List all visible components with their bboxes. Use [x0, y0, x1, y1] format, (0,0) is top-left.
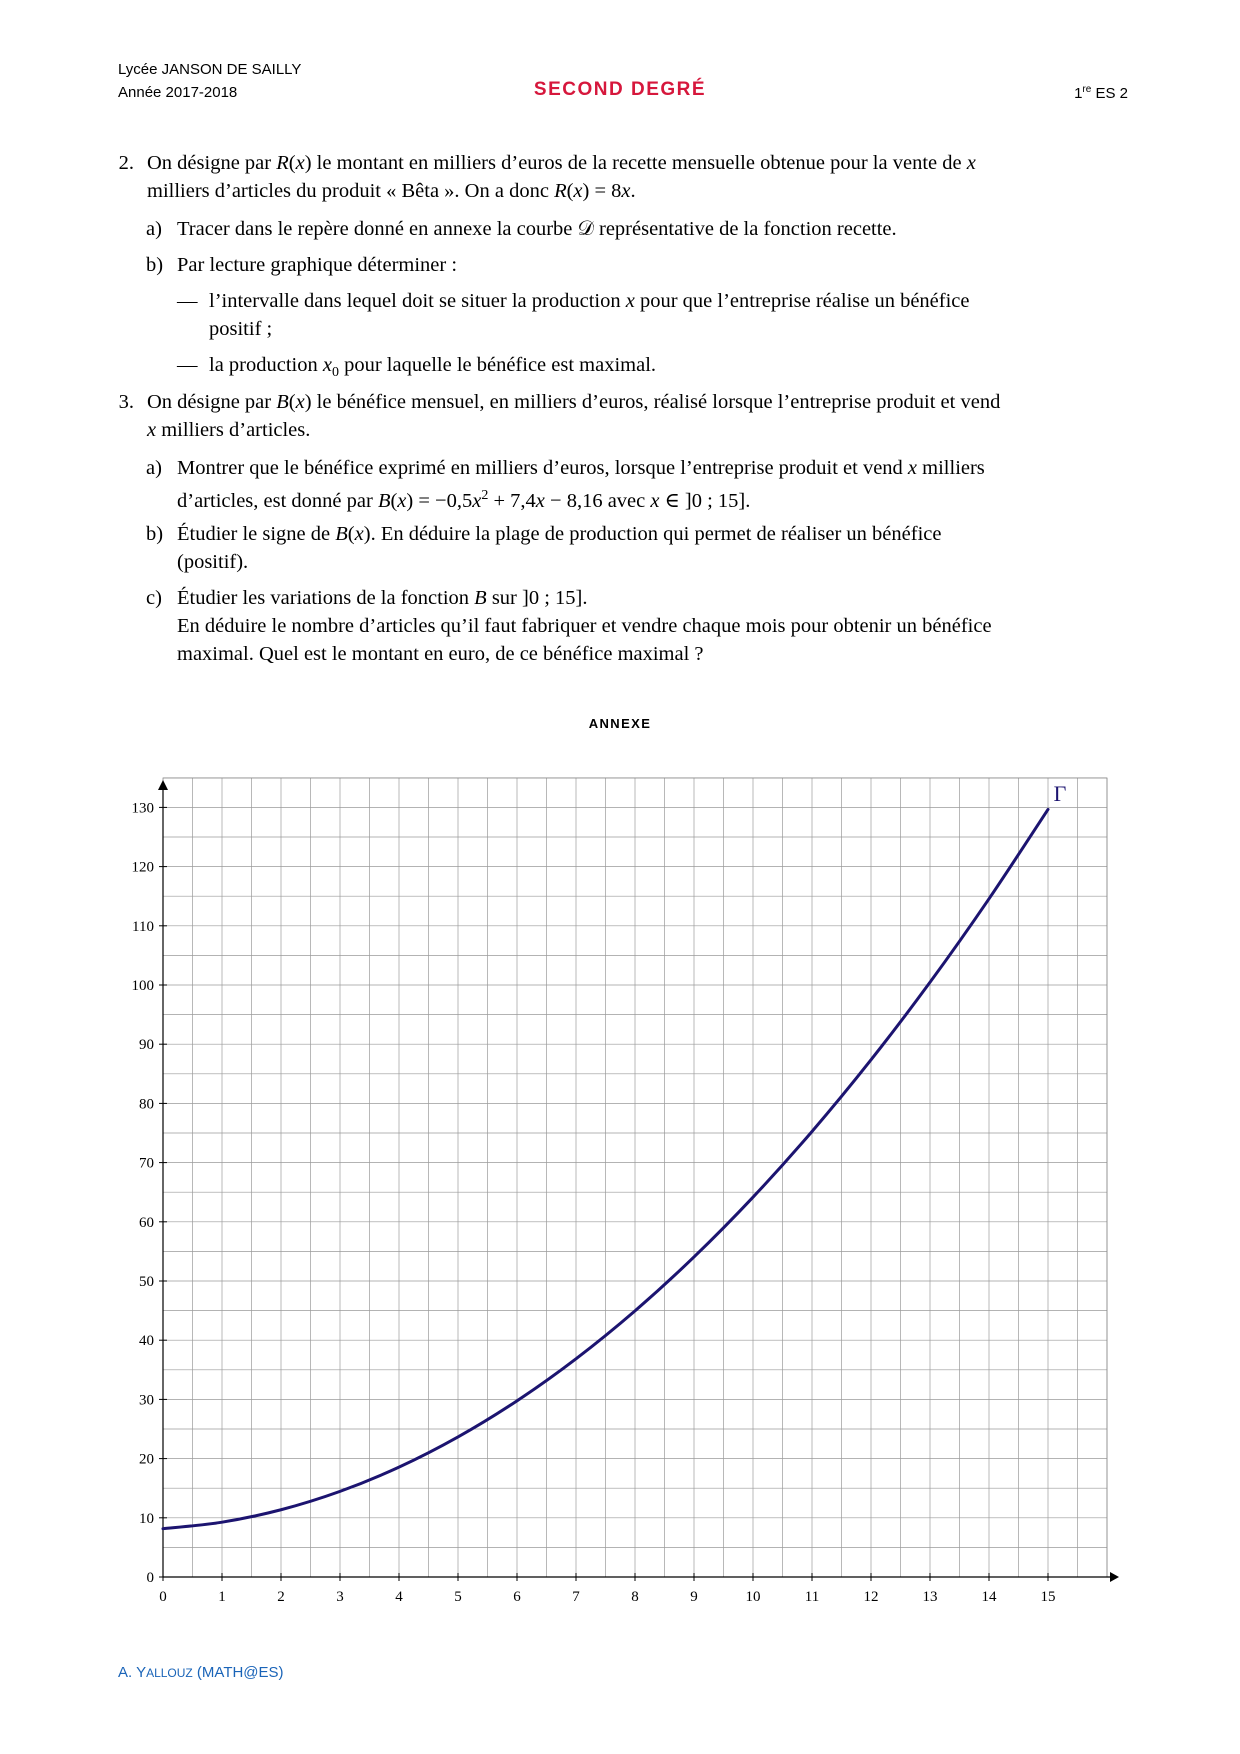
q3b-label: b) — [146, 523, 164, 545]
annexe-title: ANNEXE — [588, 716, 652, 731]
q2a-text: Tracer dans le repère donné en annexe la courbe 𝒟 représentative de la fonction recette. — [177, 218, 897, 240]
y-tick-label: 130 — [131, 800, 154, 817]
q2b-bullet2: la production $x_0$ pour laquelle le bénéfice est maximal. — [209, 354, 657, 381]
q3-line2: x milliers d’articles. — [147, 419, 311, 441]
x-tick-label: 8 — [631, 1589, 639, 1605]
q2b-label: b) — [146, 254, 164, 276]
x-tick-label: 14 — [981, 1589, 997, 1605]
page-title: SECOND DEGRÉ — [533, 79, 707, 100]
class-level-sup: re — [1082, 84, 1092, 95]
school-name: Lycée JANSON DE SAILLY — [118, 61, 302, 78]
y-tick-label: 90 — [139, 1037, 154, 1054]
bullet-dash: — — [177, 354, 198, 376]
y-tick-label: 100 — [131, 978, 154, 994]
q3c-label: c) — [146, 587, 162, 609]
y-tick-label: 60 — [139, 1214, 154, 1231]
x-tick-label: 10 — [745, 1589, 761, 1605]
q2b-bullet1-line1: l’intervalle dans lequel doit se situer la production x pour que l’entreprise réalise un bénéfice — [209, 290, 970, 312]
y-tick-label: 40 — [139, 1333, 154, 1350]
x-tick-label: 6 — [513, 1589, 521, 1605]
q2-line1: On désigne par R(x) le montant en milliers d’euros de la recette mensuelle obtenue pour la vente de x — [147, 152, 976, 174]
x-tick-label: 3 — [336, 1589, 344, 1605]
y-tick-label: 120 — [131, 859, 154, 876]
x-tick-label: 5 — [454, 1589, 462, 1605]
y-tick-label: 20 — [139, 1451, 154, 1468]
class-level-number: 1 — [1074, 85, 1083, 102]
q3b-line1: Étudier le signe de B(x). En déduire la plage de production qui permet de réaliser un bénéfice — [177, 523, 942, 545]
y-tick-label: 10 — [139, 1510, 154, 1527]
x-tick-label: 4 — [395, 1589, 403, 1605]
x-tick-label: 2 — [277, 1589, 285, 1605]
x-axis-arrow — [1110, 1572, 1119, 1582]
x-tick-labels — [159, 1589, 1055, 1605]
footer-author: A. YALLOUZ (MATH@ES) — [118, 1664, 284, 1681]
x-tick-label: 13 — [922, 1589, 938, 1605]
y-tick-label: 50 — [139, 1274, 154, 1290]
series-label: Γ — [1053, 781, 1067, 806]
y-tick-labels — [132, 800, 155, 1586]
y-tick-label: 80 — [139, 1096, 154, 1113]
x-tick-label: 1 — [218, 1589, 226, 1605]
q2-number: 2. — [118, 152, 134, 174]
q3c-line1: Étudier les variations de la fonction B sur ]0 ; 15]. — [177, 587, 588, 609]
x-tick-label: 7 — [572, 1589, 580, 1605]
q3a-label: a) — [146, 457, 162, 479]
q2b-text: Par lecture graphique déterminer : — [177, 254, 458, 276]
y-tick-label: 0 — [146, 1570, 154, 1586]
q2a-label: a) — [146, 218, 162, 240]
x-tick-label: 12 — [863, 1589, 879, 1605]
school-year: Année 2017-2018 — [118, 84, 238, 101]
series-group — [163, 781, 1067, 1529]
axes — [158, 780, 1119, 1582]
y-tick-label: 110 — [132, 918, 154, 935]
q2b-bullet1-line2: positif ; — [209, 318, 273, 340]
q3c-line2: En déduire le nombre d’articles qu’il faut fabriquer et vendre chaque mois pour obtenir un bénéfice — [177, 615, 992, 637]
y-tick-label: 70 — [139, 1155, 154, 1172]
bullet-dash: — — [177, 290, 198, 312]
q3a-line2: d’articles, est donné par $B(x) = -0,5x^2 + 7,4x - 8,16$ avec x ∈ ]0 ; 15]. — [177, 488, 751, 512]
minor-grid — [163, 778, 1107, 1577]
x-tick-label: 15 — [1040, 1589, 1056, 1605]
q3a-line1: Montrer que le bénéfice exprimé en milliers d’euros, lorsque l’entreprise produit et vend x milliers — [177, 457, 985, 479]
q3-number: 3. — [118, 391, 134, 413]
class-level-rest: ES 2 — [1091, 85, 1128, 102]
q2-line2: milliers d’articles du produit « Bêta ». On a donc R(x) = 8x. — [147, 180, 636, 202]
y-axis-arrow — [158, 780, 168, 790]
x-tick-label: 11 — [804, 1589, 820, 1605]
q3-line1: On désigne par B(x) le bénéfice mensuel, en milliers d’euros, réalisé lorsque l’entreprise produit et vend — [147, 391, 1001, 413]
q3c-line3: maximal. Quel est le montant en euro, de ce bénéfice maximal ? — [177, 643, 704, 665]
q3b-line2: (positif). — [177, 551, 249, 573]
x-tick-label: 0 — [159, 1589, 167, 1605]
x-tick-label: 9 — [690, 1589, 698, 1605]
y-tick-label: 30 — [139, 1392, 154, 1409]
